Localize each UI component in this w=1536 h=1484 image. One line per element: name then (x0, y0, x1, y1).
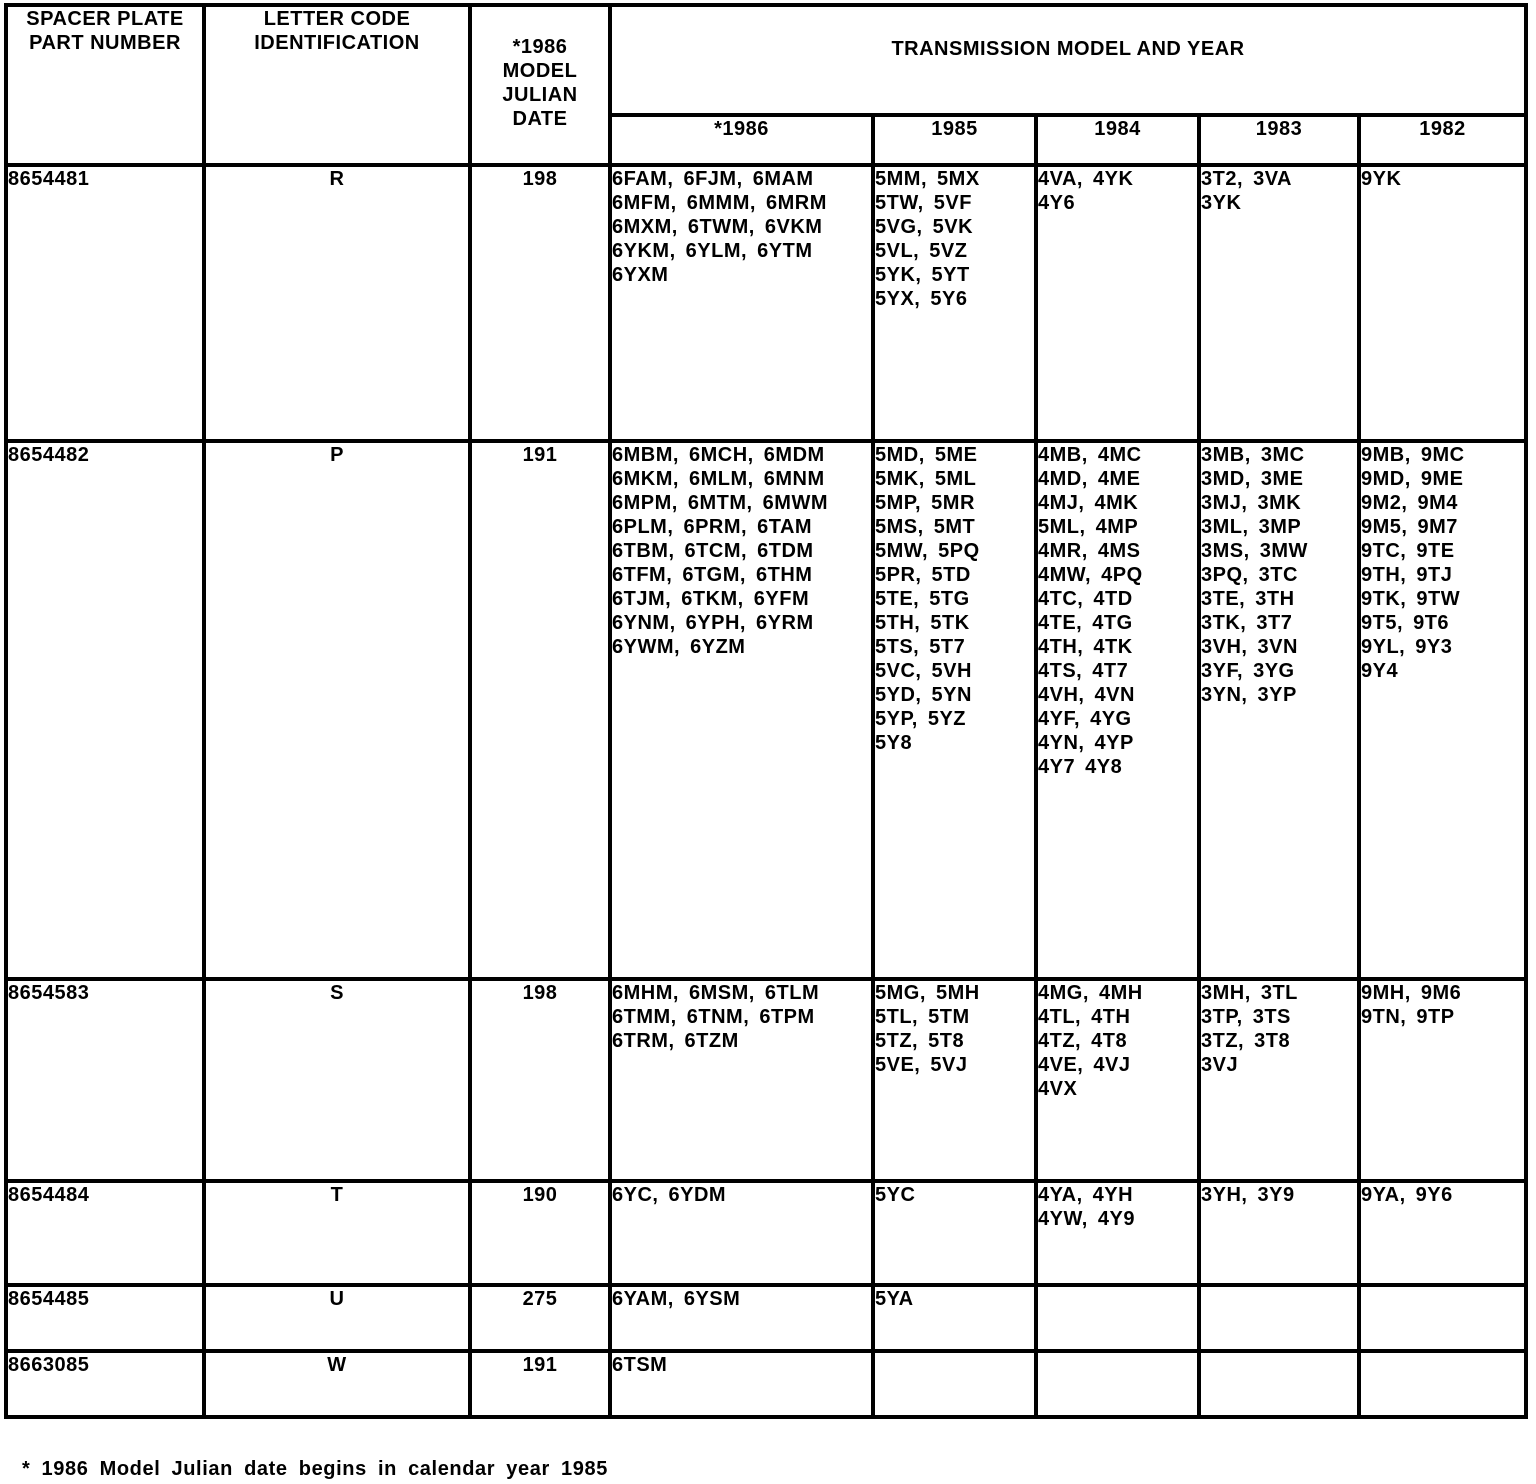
model-code-line: 4MR, 4MS (1038, 540, 1141, 562)
model-code-line: 6MKM, 6MLM, 6MNM (612, 468, 825, 490)
julian-date-cell: 191 (470, 441, 610, 979)
model-code-list (1361, 981, 1524, 1029)
model-code-line: 4VA, 4YK (1038, 168, 1134, 190)
header-year-1986: *1986 (610, 115, 873, 165)
codes-cell-1984 (1036, 441, 1199, 979)
model-code-line: 4YN, 4YP (1038, 732, 1134, 754)
model-code-line: 3MH, 3TL (1201, 982, 1298, 1004)
model-code-line: 3MD, 3ME (1201, 468, 1304, 490)
model-code-line: 9M5, 9M7 (1361, 516, 1458, 538)
model-code-line: 4VE, 4VJ (1038, 1054, 1131, 1076)
model-code-line: 3PQ, 3TC (1201, 564, 1298, 586)
model-code-line: 9M2, 9M4 (1361, 492, 1458, 514)
part-number-cell: 8654485 (6, 1285, 204, 1351)
model-code-line: 3TP, 3TS (1201, 1006, 1291, 1028)
model-code-line: 4YW, 4Y9 (1038, 1208, 1135, 1230)
julian-date-cell: 198 (470, 979, 610, 1181)
model-code-line: 9MD, 9ME (1361, 468, 1464, 490)
header-julian-line3: JULIAN (502, 84, 578, 106)
model-code-line: 6TJM, 6TKM, 6YFM (612, 588, 810, 610)
model-code-line: 3MB, 3MC (1201, 444, 1305, 466)
model-code-line: 5YK, 5YT (875, 264, 970, 286)
model-code-line: 9TN, 9TP (1361, 1006, 1455, 1028)
model-code-line: 5MG, 5MH (875, 982, 980, 1004)
header-part-number (6, 5, 204, 165)
model-code-line: 3YK (1201, 192, 1242, 214)
model-code-line: 6MHM, 6MSM, 6TLM (612, 982, 820, 1004)
model-code-line: 3YH, 3Y9 (1201, 1184, 1295, 1206)
part-number-cell: 8663085 (6, 1351, 204, 1417)
model-code-line: 4TS, 4T7 (1038, 660, 1129, 682)
model-code-line: 5TS, 5T7 (875, 636, 966, 658)
model-code-line: 4MG, 4MH (1038, 982, 1143, 1004)
header-letter-code-line1: LETTER CODE (263, 8, 411, 30)
model-code-line: 4VH, 4VN (1038, 684, 1135, 706)
model-code-list (1201, 443, 1357, 707)
footnote: * 1986 Model Julian date begins in calendar year 1985 (22, 1458, 608, 1480)
model-code-list (612, 1183, 871, 1207)
spacer-plate-table (4, 3, 1528, 1419)
header-letter-code-line2: IDENTIFICATION (254, 32, 420, 54)
model-code-list (612, 1353, 871, 1377)
julian-date-cell: 190 (470, 1181, 610, 1285)
model-code-line: 4Y7 4Y8 (1038, 756, 1123, 778)
header-transmission-group: TRANSMISSION MODEL AND YEAR (610, 5, 1526, 115)
model-code-list (1361, 443, 1524, 683)
header-julian-line4: DATE (512, 108, 568, 130)
codes-cell-1982 (1359, 1351, 1526, 1417)
model-code-line: 5TZ, 5T8 (875, 1030, 965, 1052)
model-code-line: 5YP, 5YZ (875, 708, 967, 730)
model-code-line: 5TL, 5TM (875, 1006, 970, 1028)
model-code-list (1038, 1183, 1197, 1231)
model-code-line: 3TK, 3T7 (1201, 612, 1293, 634)
model-code-line: 6MFM, 6MMM, 6MRM (612, 192, 827, 214)
header-year-1982: 1982 (1359, 115, 1526, 165)
codes-cell-1985 (873, 1351, 1036, 1417)
model-code-line: 6YNM, 6YPH, 6YRM (612, 612, 814, 634)
codes-cell-1983 (1199, 1285, 1359, 1351)
part-number-cell: 8654482 (6, 441, 204, 979)
header-julian-line1: *1986 (512, 36, 568, 58)
model-code-line: 9MB, 9MC (1361, 444, 1465, 466)
model-code-line: 5MM, 5MX (875, 168, 980, 190)
model-code-list (1361, 1183, 1524, 1207)
model-code-line: 4TL, 4TH (1038, 1006, 1131, 1028)
table-row (6, 1181, 1526, 1285)
model-code-line: 4YF, 4YG (1038, 708, 1132, 730)
model-code-line: 4MD, 4ME (1038, 468, 1141, 490)
model-code-line: 5TW, 5VF (875, 192, 972, 214)
model-code-list (875, 443, 1034, 755)
model-code-line: 3TZ, 3T8 (1201, 1030, 1291, 1052)
model-code-line: 5MS, 5MT (875, 516, 976, 538)
codes-cell-1983 (1199, 1181, 1359, 1285)
codes-cell-1986 (610, 165, 873, 441)
model-code-list (1201, 167, 1357, 215)
model-code-line: 9MH, 9M6 (1361, 982, 1462, 1004)
model-code-line: 6TRM, 6TZM (612, 1030, 739, 1052)
model-code-line: 5PR, 5TD (875, 564, 971, 586)
model-code-list (612, 1287, 871, 1311)
header-year-1985: 1985 (873, 115, 1036, 165)
julian-date-cell: 191 (470, 1351, 610, 1417)
model-code-line: 6TFM, 6TGM, 6THM (612, 564, 813, 586)
model-code-line: 5YD, 5YN (875, 684, 972, 706)
model-code-list (1038, 167, 1197, 215)
part-number-cell: 8654484 (6, 1181, 204, 1285)
model-code-line: 4TH, 4TK (1038, 636, 1133, 658)
model-code-line: 5ML, 4MP (1038, 516, 1139, 538)
model-code-list (1361, 167, 1524, 191)
header-part-number-line1: SPACER PLATE (26, 8, 184, 30)
model-code-line: 9TH, 9TJ (1361, 564, 1453, 586)
model-code-list (1201, 981, 1357, 1077)
codes-cell-1983 (1199, 441, 1359, 979)
codes-cell-1983 (1199, 165, 1359, 441)
table-row (6, 1285, 1526, 1351)
model-code-line: 4MW, 4PQ (1038, 564, 1143, 586)
header-julian-date (470, 5, 610, 165)
codes-cell-1984 (1036, 1351, 1199, 1417)
model-code-line: 6MPM, 6MTM, 6MWM (612, 492, 828, 514)
model-code-line: 9YL, 9Y3 (1361, 636, 1453, 658)
model-code-line: 5VE, 5VJ (875, 1054, 968, 1076)
model-code-list (612, 981, 871, 1053)
model-code-line: 4VX (1038, 1078, 1078, 1100)
model-code-line: 4TC, 4TD (1038, 588, 1133, 610)
model-code-line: 4MB, 4MC (1038, 444, 1142, 466)
model-code-line: 5VC, 5VH (875, 660, 972, 682)
codes-cell-1983 (1199, 979, 1359, 1181)
model-code-line: 5TE, 5TG (875, 588, 970, 610)
letter-code-cell: T (204, 1181, 470, 1285)
letter-code-cell: R (204, 165, 470, 441)
model-code-line: 4MJ, 4MK (1038, 492, 1139, 514)
part-number-cell: 8654583 (6, 979, 204, 1181)
letter-code-cell: S (204, 979, 470, 1181)
table-row (6, 979, 1526, 1181)
codes-cell-1982 (1359, 1181, 1526, 1285)
model-code-line: 6TBM, 6TCM, 6TDM (612, 540, 814, 562)
model-code-list (875, 1287, 1034, 1311)
model-code-line: 4Y6 (1038, 192, 1076, 214)
codes-cell-1986 (610, 979, 873, 1181)
codes-cell-1986 (610, 1351, 873, 1417)
model-code-list (1038, 443, 1197, 779)
codes-cell-1985 (873, 165, 1036, 441)
model-code-line: 3MJ, 3MK (1201, 492, 1302, 514)
model-code-line: 5YA (875, 1288, 914, 1310)
model-code-line: 5Y8 (875, 732, 913, 754)
letter-code-cell: U (204, 1285, 470, 1351)
codes-cell-1982 (1359, 441, 1526, 979)
table-row (6, 165, 1526, 441)
julian-date-cell: 275 (470, 1285, 610, 1351)
model-code-line: 3TE, 3TH (1201, 588, 1295, 610)
model-code-list (875, 1183, 1034, 1207)
model-code-line: 6TSM (612, 1354, 668, 1376)
codes-cell-1984 (1036, 165, 1199, 441)
model-code-line: 9YA, 9Y6 (1361, 1184, 1453, 1206)
model-code-list (1038, 981, 1197, 1101)
table-row (6, 1351, 1526, 1417)
model-code-list (1201, 1183, 1357, 1207)
model-code-line: 6YWM, 6YZM (612, 636, 746, 658)
model-code-line: 3VJ (1201, 1054, 1239, 1076)
header-year-1984: 1984 (1036, 115, 1199, 165)
model-code-line: 5MD, 5ME (875, 444, 978, 466)
model-code-line: 3T2, 3VA (1201, 168, 1292, 190)
model-code-line: 6MBM, 6MCH, 6MDM (612, 444, 825, 466)
codes-cell-1984 (1036, 979, 1199, 1181)
model-code-line: 6MXM, 6TWM, 6VKM (612, 216, 823, 238)
model-code-line: 5VG, 5VK (875, 216, 974, 238)
model-code-line: 5VL, 5VZ (875, 240, 968, 262)
header-year-1983: 1983 (1199, 115, 1359, 165)
model-code-list (875, 167, 1034, 311)
model-code-line: 6YXM (612, 264, 669, 286)
model-code-line: 3VH, 3VN (1201, 636, 1298, 658)
codes-cell-1984 (1036, 1285, 1199, 1351)
codes-cell-1983 (1199, 1351, 1359, 1417)
codes-cell-1982 (1359, 979, 1526, 1181)
letter-code-cell: W (204, 1351, 470, 1417)
model-code-line: 6YKM, 6YLM, 6YTM (612, 240, 813, 262)
model-code-line: 9TC, 9TE (1361, 540, 1455, 562)
model-code-line: 9YK (1361, 168, 1402, 190)
model-code-line: 5YC (875, 1184, 916, 1206)
part-number-cell: 8654481 (6, 165, 204, 441)
header-part-number-line2: PART NUMBER (29, 32, 181, 54)
model-code-line: 9T5, 9T6 (1361, 612, 1450, 634)
model-code-line: 6FAM, 6FJM, 6MAM (612, 168, 814, 190)
codes-cell-1986 (610, 441, 873, 979)
codes-cell-1985 (873, 441, 1036, 979)
letter-code-cell: P (204, 441, 470, 979)
model-code-line: 5MK, 5ML (875, 468, 977, 490)
model-code-line: 3MS, 3MW (1201, 540, 1308, 562)
codes-cell-1985 (873, 979, 1036, 1181)
model-code-line: 4TZ, 4T8 (1038, 1030, 1128, 1052)
table-row (6, 441, 1526, 979)
codes-cell-1984 (1036, 1181, 1199, 1285)
model-code-line: 5MW, 5PQ (875, 540, 980, 562)
header-letter-code (204, 5, 470, 165)
codes-cell-1986 (610, 1181, 873, 1285)
model-code-line: 5MP, 5MR (875, 492, 975, 514)
codes-cell-1982 (1359, 1285, 1526, 1351)
model-code-list (612, 443, 871, 659)
model-code-line: 3ML, 3MP (1201, 516, 1302, 538)
model-code-line: 9TK, 9TW (1361, 588, 1461, 610)
model-code-line: 4YA, 4YH (1038, 1184, 1134, 1206)
model-code-list (612, 167, 871, 287)
model-code-line: 3YF, 3YG (1201, 660, 1295, 682)
codes-cell-1986 (610, 1285, 873, 1351)
header-julian-line2: MODEL (502, 60, 578, 82)
table-body (6, 165, 1526, 1417)
model-code-line: 6TMM, 6TNM, 6TPM (612, 1006, 815, 1028)
model-code-line: 6YAM, 6YSM (612, 1288, 741, 1310)
model-code-line: 5TH, 5TK (875, 612, 970, 634)
model-code-list (875, 981, 1034, 1077)
model-code-line: 9Y4 (1361, 660, 1399, 682)
model-code-line: 6YC, 6YDM (612, 1184, 727, 1206)
julian-date-cell: 198 (470, 165, 610, 441)
model-code-line: 3YN, 3YP (1201, 684, 1297, 706)
codes-cell-1985 (873, 1285, 1036, 1351)
model-code-line: 6PLM, 6PRM, 6TAM (612, 516, 813, 538)
codes-cell-1985 (873, 1181, 1036, 1285)
codes-cell-1982 (1359, 165, 1526, 441)
model-code-line: 4TE, 4TG (1038, 612, 1133, 634)
model-code-line: 5YX, 5Y6 (875, 288, 968, 310)
